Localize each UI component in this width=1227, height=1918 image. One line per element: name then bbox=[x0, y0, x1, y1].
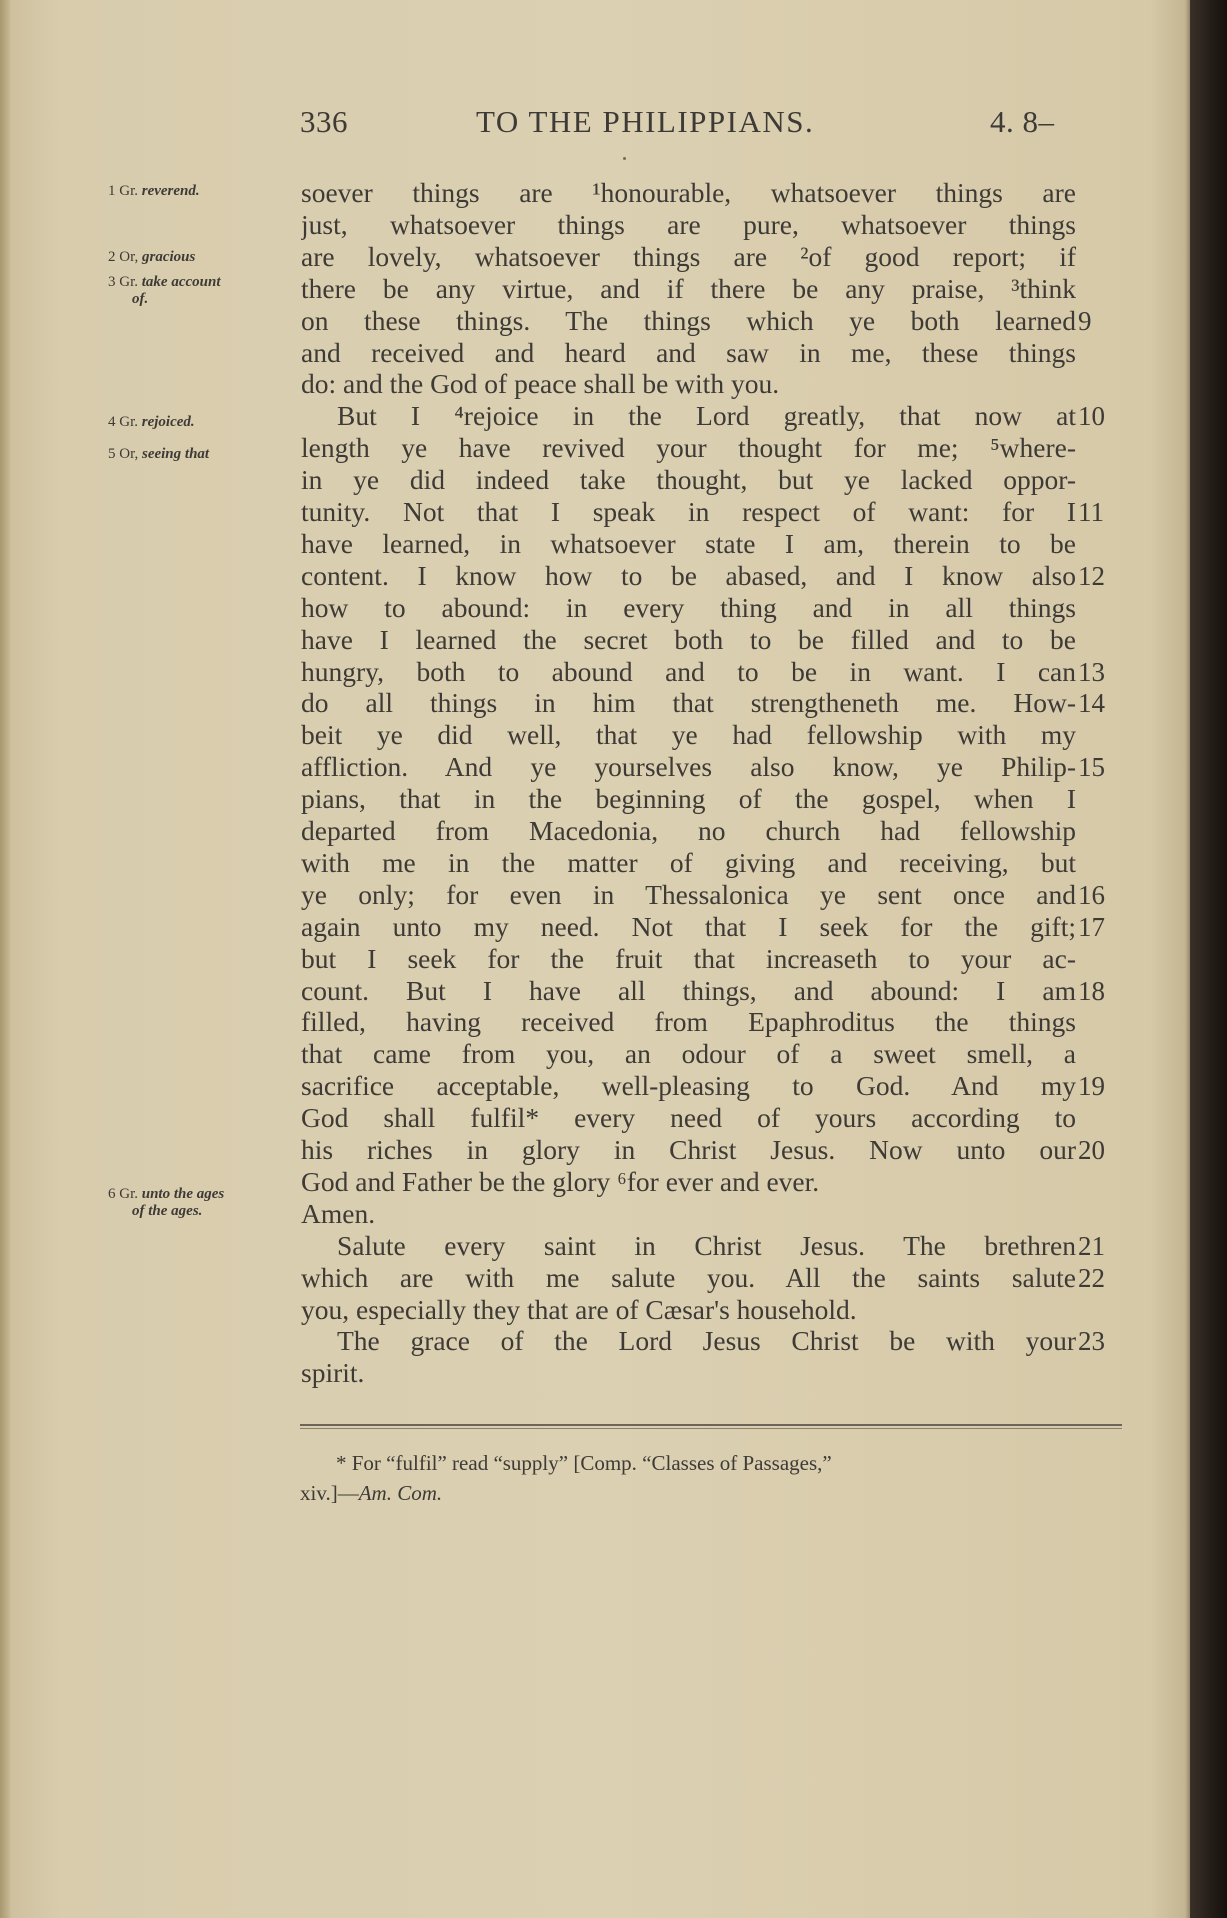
text-line: do all things in him that strengtheneth me. How- bbox=[301, 687, 1076, 719]
margin-note-3: 3 Gr. take account of. bbox=[108, 274, 221, 307]
text-line: and received and heard and saw in me, these things bbox=[301, 336, 1076, 368]
verse-number: 17 bbox=[1078, 911, 1105, 942]
verse-number: 9 bbox=[1078, 305, 1092, 336]
verse-number: 21 bbox=[1078, 1230, 1105, 1261]
text-line: God and Father be the glory ⁶for ever and ever. bbox=[301, 1165, 820, 1197]
text-line: which are with me salute you. All the saints salute bbox=[301, 1261, 1076, 1293]
book-spine-shadow bbox=[1190, 0, 1227, 1918]
margin-note-5: 5 Or, seeing that bbox=[108, 446, 210, 462]
chapter-reference: 4. 8– bbox=[990, 104, 1055, 139]
page-number: 336 bbox=[300, 104, 348, 139]
verse-number: 18 bbox=[1078, 975, 1105, 1006]
text-line: length ye have revived your thought for me; ⁵where- bbox=[301, 432, 1076, 464]
text-line: you, especially they that are of Cæsar's household. bbox=[301, 1293, 857, 1325]
margin-note-4: 4 Gr. rejoiced. bbox=[108, 414, 195, 430]
verse-number: 13 bbox=[1078, 656, 1105, 687]
running-header bbox=[300, 104, 1080, 148]
page-title: TO THE PHILIPPIANS. bbox=[476, 104, 815, 139]
text-line: beit ye did well, that ye had fellowship with my bbox=[301, 719, 1076, 751]
text-line: content. I know how to be abased, and I know also bbox=[301, 559, 1076, 591]
text-line: are lovely, whatsoever things are ²of good report; if bbox=[301, 240, 1076, 272]
footnote-line-1: * For “fulfil” read “supply” [Comp. “Classes of Passages,” bbox=[336, 1451, 832, 1475]
text-line: But I ⁴rejoice in the Lord greatly, that now at bbox=[337, 400, 1076, 432]
verse-number: 23 bbox=[1078, 1326, 1105, 1357]
verse-number: 16 bbox=[1078, 879, 1105, 910]
text-line: just, whatsoever things are pure, whatsoever things bbox=[301, 208, 1076, 240]
text-line: sacrifice acceptable, well-pleasing to God. And my bbox=[301, 1070, 1076, 1102]
text-line: in ye did indeed take thought, but ye lacked oppor- bbox=[301, 464, 1076, 496]
text-line: how to abound: in every thing and in all things bbox=[301, 591, 1076, 623]
footnote bbox=[300, 1448, 1122, 1508]
text-line: ye only; for even in Thessalonica ye sent once and bbox=[301, 878, 1076, 910]
text-line: soever things are ¹honourable, whatsoever things are bbox=[301, 177, 1076, 208]
verse-number: 22 bbox=[1078, 1262, 1105, 1293]
text-line: on these things. The things which ye both learned bbox=[301, 304, 1076, 336]
header-dot-mark bbox=[623, 157, 626, 160]
text-line: his riches in glory in Christ Jesus. Now unto our bbox=[301, 1134, 1076, 1165]
margin-note-1: 1 Gr. reverend. bbox=[108, 183, 200, 199]
text-line: Amen. bbox=[301, 1197, 376, 1229]
text-line: do: and the God of peace shall be with you. bbox=[301, 368, 780, 400]
text-line: Salute every saint in Christ Jesus. The brethren bbox=[337, 1229, 1076, 1261]
footnote-rule-thin bbox=[300, 1428, 1122, 1429]
text-line: but I seek for the fruit that increaseth to your ac- bbox=[301, 942, 1076, 974]
text-line: pians, that in the beginning of the gospel, when I bbox=[301, 783, 1076, 815]
text-line: spirit. bbox=[301, 1357, 365, 1389]
text-line: affliction. And ye yourselves also know, ye Philip- bbox=[301, 751, 1076, 783]
text-line: God shall fulfil* every need of yours according to bbox=[301, 1102, 1076, 1134]
text-line: tunity. Not that I speak in respect of want: for I bbox=[301, 496, 1076, 527]
text-line: filled, having received from Epaphroditus the things bbox=[301, 1006, 1076, 1038]
verse-number: 14 bbox=[1078, 688, 1105, 719]
text-line: that came from you, an odour of a sweet smell, a bbox=[301, 1038, 1076, 1070]
page-left-edge bbox=[0, 0, 10, 1918]
text-line: The grace of the Lord Jesus Christ be with your bbox=[337, 1325, 1076, 1357]
text-line: again unto my need. Not that I seek for the gift; bbox=[301, 910, 1076, 942]
verse-number: 19 bbox=[1078, 1071, 1105, 1102]
verse-number: 10 bbox=[1078, 401, 1105, 432]
text-line: with me in the matter of giving and receiving, but bbox=[301, 846, 1076, 878]
text-line: departed from Macedonia, no church had fellowship bbox=[301, 815, 1076, 846]
text-line: have I learned the secret both to be filled and to be bbox=[301, 623, 1076, 655]
verse-number: 11 bbox=[1078, 497, 1104, 527]
text-line: there be any virtue, and if there be any praise, ³think bbox=[301, 272, 1076, 304]
verse-number: 12 bbox=[1078, 560, 1105, 591]
verse-number: 15 bbox=[1078, 752, 1105, 783]
text-line: hungry, both to abound and to be in want. I can bbox=[301, 655, 1076, 687]
text-line: have learned, in whatsoever state I am, therein to be bbox=[301, 527, 1076, 559]
footnote-line-2: xiv.]—Am. Com. bbox=[300, 1481, 443, 1505]
margin-note-2: 2 Or, gracious bbox=[108, 249, 196, 265]
verse-number: 20 bbox=[1078, 1135, 1105, 1165]
text-line: count. But I have all things, and abound: I am bbox=[301, 974, 1076, 1006]
margin-note-6: 6 Gr. unto the ages of the ages. bbox=[108, 1186, 225, 1219]
footnote-rule bbox=[300, 1424, 1122, 1426]
